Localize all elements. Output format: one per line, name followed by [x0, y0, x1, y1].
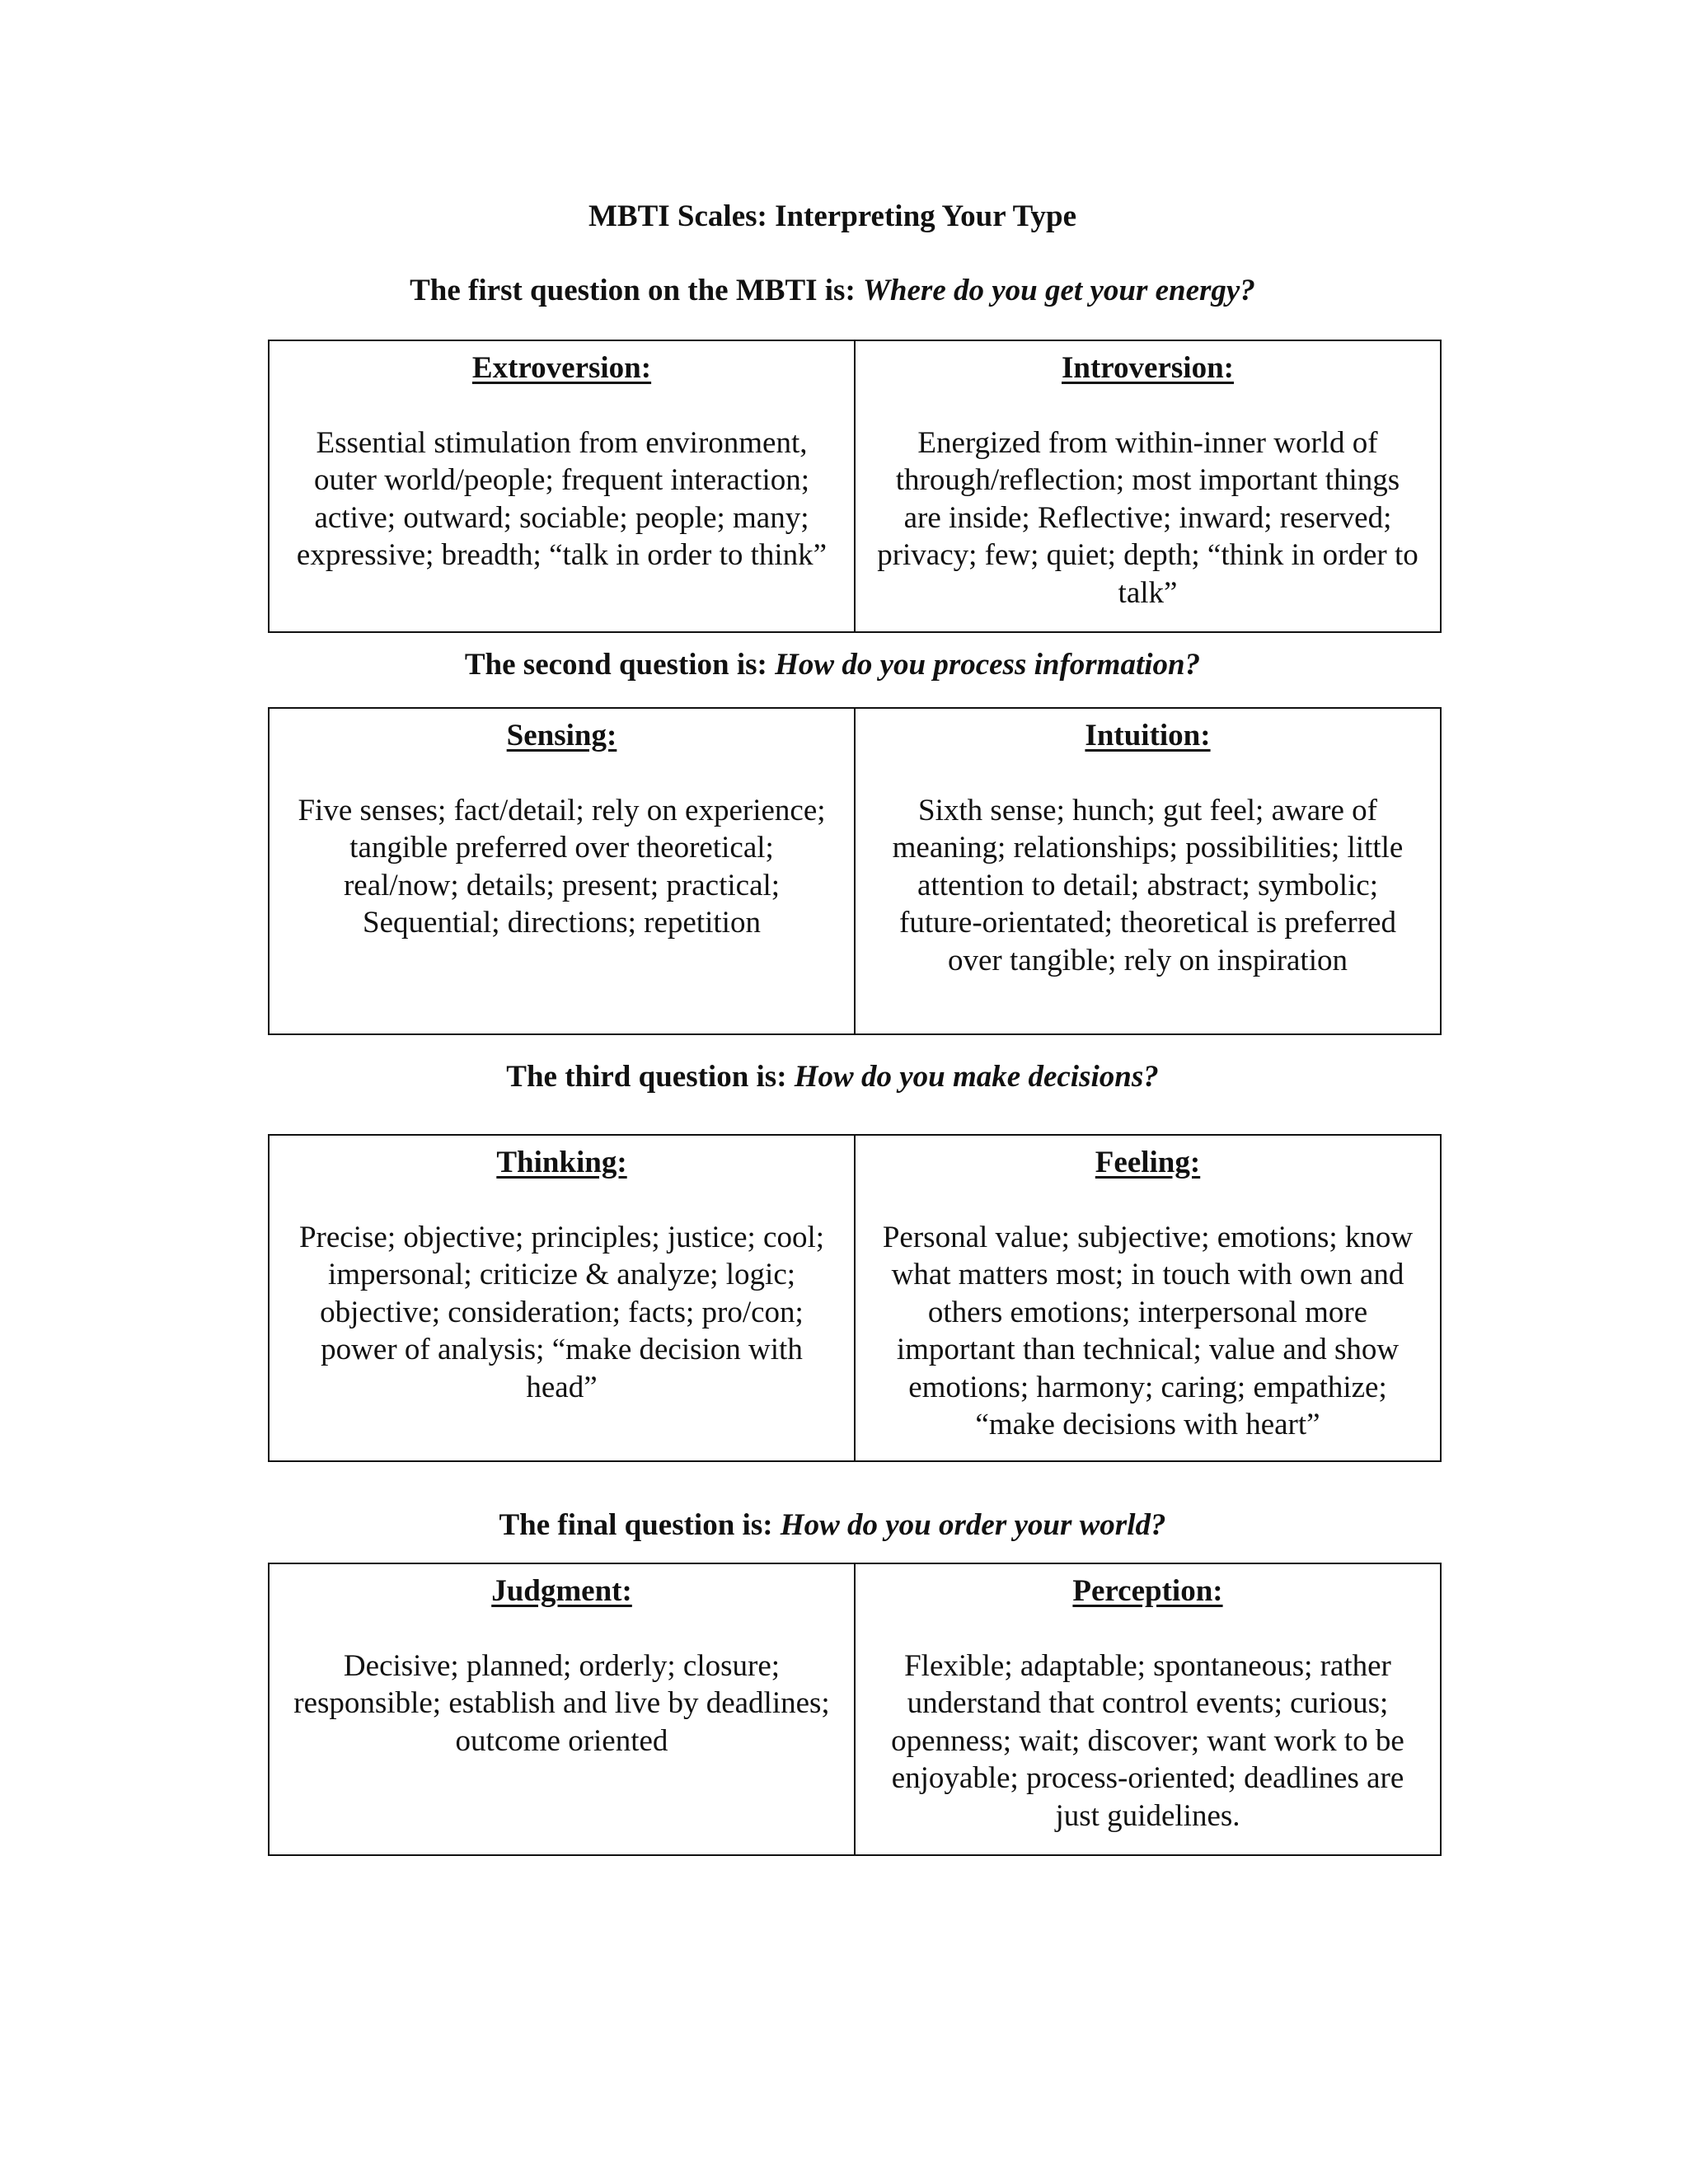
- heading-thinking: Thinking:: [496, 1146, 627, 1179]
- question-energy: [0, 270, 1665, 312]
- heading-sensing: Sensing:: [506, 719, 617, 752]
- body-extroversion: Essential stimulation from environment, outer world/people; frequent interaction; active; outward; sociable; people; many; expressive; breadth; “talk in order to think”: [296, 425, 828, 572]
- body-introversion: Energized from within-inner world of through/reflection; most important things are inside; Reflective; inward; reserved; privacy; few; quiet; depth; “think in order to talk”: [877, 425, 1418, 610]
- question-prefix: The first question on the MBTI is:: [410, 274, 856, 307]
- cell-thinking: [269, 1135, 855, 1461]
- heading-introversion: Introversion:: [1062, 351, 1234, 385]
- energy-scale-table: [268, 340, 1442, 633]
- cell-intuition: [855, 708, 1441, 1034]
- heading-perception: Perception:: [1072, 1574, 1223, 1608]
- question-prefix: The final question is:: [499, 1508, 773, 1542]
- heading-extroversion: Extroversion:: [471, 351, 652, 385]
- heading-intuition: Intuition:: [1085, 719, 1211, 752]
- heading-judgment: Judgment:: [491, 1574, 632, 1608]
- cell-sensing: [269, 708, 855, 1034]
- cell-perception: [855, 1563, 1441, 1855]
- body-feeling: Personal value; subjective; emotions; know what matters most; in touch with own and others emotions; interpersonal more important than technical; value and show emotions; harmony; caring; empathize; “make decisions with heart”: [882, 1220, 1414, 1441]
- information-scale-table: [268, 707, 1442, 1035]
- heading-feeling: Feeling:: [1095, 1146, 1201, 1179]
- question-information: [0, 644, 1665, 686]
- page-title: MBTI Scales: Interpreting Your Type: [588, 199, 1077, 233]
- cell-feeling: [855, 1135, 1441, 1461]
- question-prefix: The third question is:: [506, 1060, 787, 1094]
- question-decisions: [0, 1057, 1665, 1098]
- question-text: How do you make decisions?: [794, 1060, 1159, 1094]
- question-order: [0, 1505, 1665, 1546]
- question-text: Where do you get your energy?: [863, 274, 1255, 307]
- body-judgment: Decisive; planned; orderly; closure; responsible; establish and live by deadlines; outcome oriented: [293, 1648, 830, 1758]
- cell-extroversion: [269, 340, 855, 632]
- cell-introversion: [855, 340, 1441, 632]
- cell-judgment: [269, 1563, 855, 1855]
- question-text: How do you process information?: [775, 648, 1201, 682]
- body-perception: Flexible; adaptable; spontaneous; rather understand that control events; curious; openness; wait; discover; want work to be enjoyable; process-oriented; deadlines are just guidelines.: [891, 1648, 1404, 1833]
- body-intuition: Sixth sense; hunch; gut feel; aware of meaning; relationships; possibilities; little attention to detail; abstract; symbolic; future-orientated; theoretical is preferred over tangible; rely on inspiration: [892, 793, 1404, 977]
- question-prefix: The second question is:: [464, 648, 767, 682]
- body-thinking: Precise; objective; principles; justice; cool; impersonal; criticize & analyze; logic; objective; consideration; facts; pro/con; power of analysis; “make decision with head”: [298, 1220, 825, 1404]
- question-text: How do you order your world?: [780, 1508, 1166, 1542]
- decisions-scale-table: [268, 1134, 1442, 1462]
- body-sensing: Five senses; fact/detail; rely on experience; tangible preferred over theoretical; real/now; details; present; practical; Sequential; directions; repetition: [298, 793, 826, 940]
- order-scale-table: [268, 1563, 1442, 1856]
